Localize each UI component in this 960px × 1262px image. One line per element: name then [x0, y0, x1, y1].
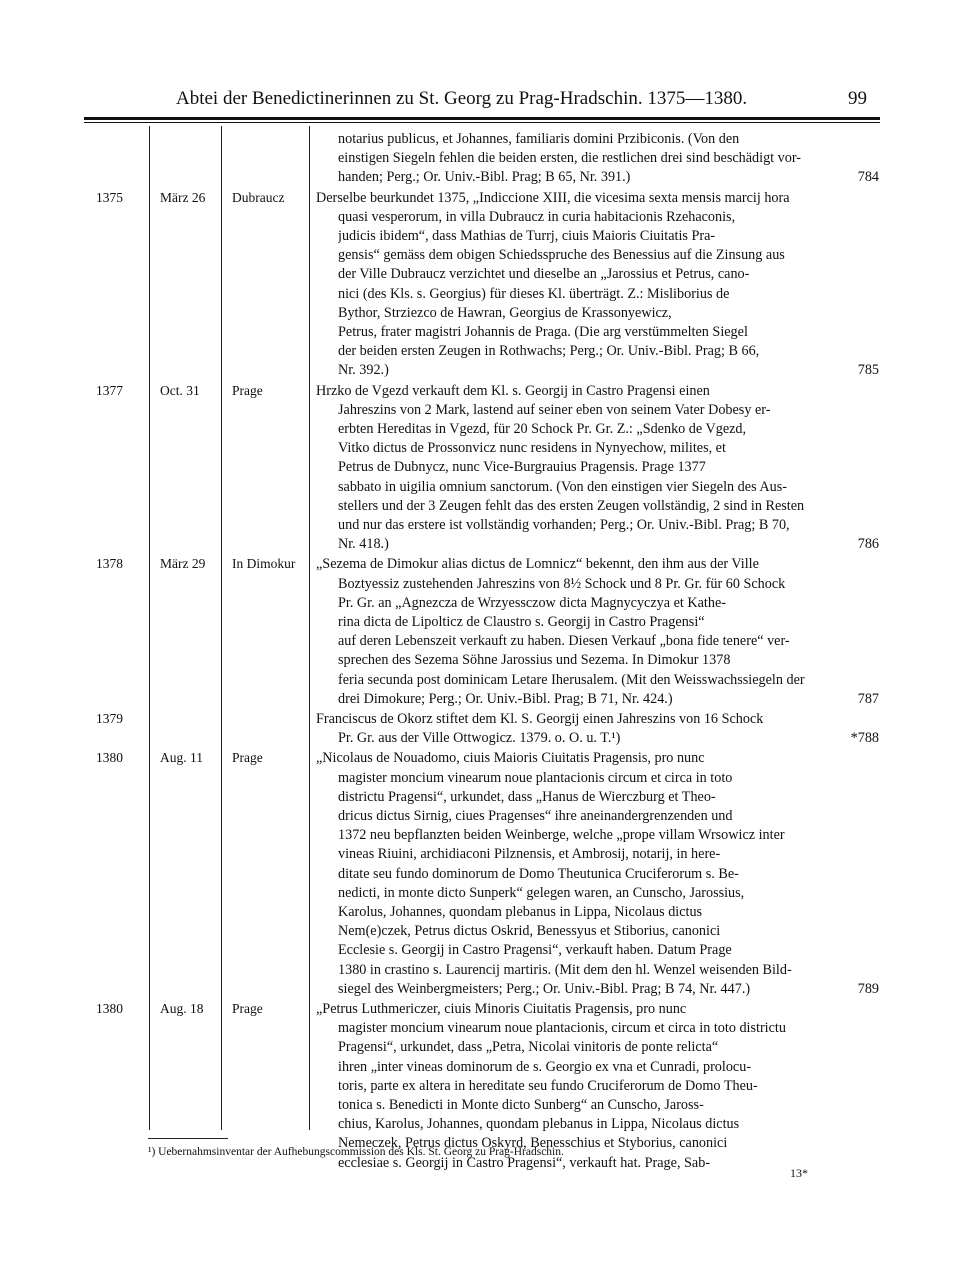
entry-place: Dubraucz [232, 189, 285, 205]
entry-text: Karolus, Johannes, quondam plebanus in Lippa, Nicolaus dictus [338, 903, 703, 920]
entry-text-line [338, 401, 879, 420]
entry-text: toris, parte ex altera in hereditate seu fundo Cruciferorum de Domo Theu- [338, 1077, 758, 1094]
entry-text-line [338, 788, 879, 807]
entry-text: vineas Riuini, archidiaconi Pilznensis, et Ambrosij, notarij, in here- [338, 846, 721, 863]
entry-text: magister moncium vinearum noue plantacionis, circum et circa in toto districtu [338, 1020, 786, 1037]
entry-text: „Petrus Luthmericzer, ciuis Minoris Ciuitatis Pragensis, pro nunc [316, 1001, 687, 1017]
entry-text-line [316, 1000, 879, 1019]
entry-number: *788 [850, 730, 879, 747]
entry-text: quasi vesperorum, in villa Dubraucz in curia habitacionis Rzehaconis, [338, 208, 736, 225]
entry-text-line [338, 1019, 879, 1038]
entry-text: Petrus de Dubnycz, nunc Vice-Burgrauius Pragensis. Prage 1377 [338, 459, 706, 476]
entry-text: siegel des Weinbergmeisters; Perg.; Or. Univ.-Bibl. Prag; B 74, Nr. 447.) [338, 980, 751, 997]
entry-text-line [316, 749, 879, 768]
entry-text-line [338, 865, 879, 884]
entry-text: handen; Perg.; Or. Univ.-Bibl. Prag; B 65, Nr. 391.) [338, 169, 631, 186]
entry-date: März 26 [160, 189, 206, 205]
entry-text: Ecclesie s. Georgij in Castro Pragensi“, verkauft haben. Datum Prage [338, 942, 732, 959]
entry-year: 1379 [96, 711, 123, 726]
entry-text-line [316, 710, 879, 729]
entry-number: 785 [857, 362, 879, 379]
entry-text: erbten Hereditas in Vgezd, für 20 Schock Pr. Gr. Z.: „Sdenko de Vgezd, [338, 420, 747, 437]
column-divider-date-place [221, 126, 222, 1130]
entry-text: rina dicta de Lipolticz de Claustro s. Georgij in Castro Pragensi“ [338, 613, 705, 630]
entry-date: Aug. 18 [160, 1001, 204, 1016]
entry-text-line [338, 130, 879, 149]
entry-text: sprechen des Sezema Söhne Jarossius und Sezema. In Dimokur 1378 [338, 652, 731, 669]
entry-text: feria secunda post dominicam Letare Iherusalem. (Mit den Weisswachssiegeln der [338, 671, 805, 688]
entry-text: „Sezema de Dimokur alias dictus de Lomnicz“ bekennt, den ihm aus der Ville [316, 556, 759, 573]
entry-place: In Dimokur [232, 556, 296, 572]
entry-text-line [338, 613, 879, 632]
entry-text-line [338, 729, 879, 748]
entry-text-line [338, 1058, 879, 1077]
header-rule-thin [84, 122, 880, 123]
entry-number: 787 [857, 690, 879, 707]
entry-text: chius, Karolus, Johannes, quondam plebanus in Lippa, Nicolaus dictus [338, 1116, 740, 1133]
footnote-rule [148, 1138, 228, 1139]
entry-text-line [338, 845, 879, 864]
entry-text: sabbato in uigilia omnium sanctorum. (Von den einstigen vier Siegeln des Aus- [338, 478, 787, 495]
entry-text: gensis“ gemäss dem obigen Schiedsspruche des Benessius auf die Zinsung aus [338, 247, 785, 264]
entry-text: und nur das erstere ist vollständig vorhanden; Perg.; Or. Univ.-Bibl. Prag; B 70, [338, 516, 790, 533]
entry-text-line [338, 458, 879, 477]
entry-text: Boztyessiz zustehenden Jahreszins von 8½ Schock und 8 Pr. Gr. für 60 Schock [338, 575, 786, 592]
entry-text: stellers und der 3 Zeugen fehlt das des ersten Zeugen vollständig, 2 sind in Resten [338, 497, 805, 514]
entry-place: Prage [232, 1001, 263, 1016]
entry-text-line [338, 884, 879, 903]
entry-place: Prage [232, 382, 263, 398]
entry-text: Jahreszins von 2 Mark, lastend auf seiner eben von seinem Vater Dobesy er- [338, 401, 771, 418]
entry-text: Bythor, Strziezco de Hawran, Georgius de Krassonyewicz, [338, 304, 672, 321]
entry-number: 786 [857, 536, 879, 553]
entry-text-line [338, 961, 879, 980]
header-rule-thick [84, 117, 880, 120]
entry-text-line [338, 361, 879, 380]
entry-place: Prage [232, 750, 263, 766]
entry-text-line [338, 807, 879, 826]
entry-text: Nr. 392.) [338, 362, 389, 379]
entry-text-line [338, 980, 879, 999]
entry-year: 1378 [96, 556, 123, 572]
entry-text-line [338, 594, 879, 613]
entry-text-line [338, 285, 879, 304]
entry-text-line [338, 227, 879, 246]
entry-text-line [338, 922, 879, 941]
entry-text: ditate seu fundo dominorum de Domo Theutunica Cruciferorum s. Be- [338, 865, 739, 882]
entry-text: Vitko dictus de Prossonvicz nunc residens in Nynyechow, milites, et [338, 440, 726, 457]
entry-text-line [338, 1115, 879, 1134]
entry-text: „Nicolaus de Nouadomo, ciuis Maioris Ciuitatis Pragensis, pro nunc [316, 750, 705, 767]
entry-text: der beiden ersten Zeugen in Rothwachs; Perg.; Or. Univ.-Bibl. Prag; B 66, [338, 343, 760, 360]
entry-text-line [338, 903, 879, 922]
entry-text-line [338, 671, 879, 690]
entry-text: einstigen Siegeln fehlen die beiden ersten, die restlichen drei sind beschädigt vor- [338, 150, 802, 167]
entry-text-line [316, 382, 879, 401]
entry-text-line [338, 690, 879, 709]
running-header [0, 88, 960, 118]
entry-text: der Ville Dubraucz verzichtet und dieselbe an „Jarossius et Petrus, cano- [338, 266, 750, 283]
entry-text-line [338, 168, 879, 187]
entry-text-line [338, 478, 879, 497]
entry-text: judicis ibidem“, dass Mathias de Turrj, ciuis Maioris Ciuitatis Pra- [338, 227, 716, 244]
entry-text-line [338, 497, 879, 516]
entry-text-line [338, 323, 879, 342]
entry-text-line [316, 555, 879, 574]
entry-year: 1380 [96, 750, 123, 766]
entry-number: 784 [857, 169, 879, 186]
entry-text-line [338, 1077, 879, 1096]
entry-year: 1377 [96, 382, 123, 398]
entry-text-line [338, 265, 879, 284]
entry-text: Petrus, frater magistri Johannis de Praga. (Die arg verstümmelten Siegel [338, 323, 748, 340]
entry-text: ecclesiae s. Georgij in Castro Pragensi“, verkauft hat. Prage, Sab- [338, 1154, 711, 1171]
entry-text: notarius publicus, et Johannes, familiaris domini Przibiconis. (Von den [338, 131, 740, 147]
entry-text-line [338, 439, 879, 458]
entry-date: Oct. 31 [160, 382, 200, 398]
entry-text-line [338, 516, 879, 535]
entry-text: Nem(e)czek, Petrus dictus Oskrid, Benessyus et Stiborius, canonici [338, 923, 721, 940]
column-divider-place-text [309, 126, 310, 1130]
entry-text: districtu Pragensi“, urkundet, dass „Hanus de Wierczburg et Theo- [338, 788, 716, 805]
entry-date: März 29 [160, 556, 206, 572]
entry-date: Aug. 11 [160, 750, 203, 766]
entry-text: drei Dimokure; Perg.; Or. Univ.-Bibl. Prag; B 71, Nr. 424.) [338, 690, 673, 707]
entry-number: 789 [857, 980, 879, 997]
entry-text-line [316, 189, 879, 208]
running-title: Abtei der Benedictinerinnen zu St. Georg zu Prag-Hradschin. 1375—1380. [176, 88, 748, 109]
entry-text: auf deren Lebenszeit verkauft zu haben. Diesen Verkauf „bona fide tenere“ ver- [338, 633, 790, 650]
entry-text-line [338, 246, 879, 265]
entry-text: Pragensi“, urkundet, dass „Petra, Nicolai vinitoris de ponte relicta“ [338, 1039, 719, 1056]
entry-text-line [338, 826, 879, 845]
entry-text: 1380 in crastino s. Laurencij martiris. (Mit dem den hl. Wenzel weisenden Bild- [338, 961, 792, 978]
entry-text-line [338, 149, 879, 168]
entry-text: Pr. Gr. an „Agnezcza de Wrzyessczow dicta Magnycyczya et Kathe- [338, 594, 726, 611]
entry-text: dricus dictus Sirnig, ciues Pragenses“ ihre aneinandergrenzenden und [338, 807, 733, 824]
entry-text-line [338, 535, 879, 554]
entry-text: 1372 neu bepflanzten beiden Weinberge, welche „prope villam Wrsowicz inter [338, 827, 785, 844]
page-number: 99 [848, 88, 867, 109]
entry-text-line [338, 304, 879, 323]
entry-year: 1380 [96, 1001, 123, 1016]
entry-text: nedicti, in monte dicto Sunperk“ gelegen waren, an Cunscho, Jarossius, [338, 884, 745, 901]
entry-text: nici (des Kls. s. Georgius) für dieses Kl. überträgt. Z.: Misliborius de [338, 285, 730, 302]
entry-text: Derselbe beurkundet 1375, „Indiccione XIII, die vicesima sexta mensis marcij hora [316, 189, 790, 206]
entry-text: Nr. 418.) [338, 536, 389, 553]
entry-text: Nemeczek, Petrus dictus Oskyrd, Benesschius et Styborius, canonici [338, 1135, 728, 1152]
entry-text-line [338, 769, 879, 788]
entry-text-line [338, 342, 879, 361]
entry-text: Hrzko de Vgezd verkauft dem Kl. s. Georgij in Castro Pragensi einen [316, 382, 710, 399]
sheet-signature: 13* [790, 1166, 808, 1180]
entry-text-line [338, 208, 879, 227]
entry-text: ihren „inter vineas dominorum de s. Georgio ex vna et Cunradi, prolocu- [338, 1058, 752, 1075]
entry-text: Franciscus de Okorz stiftet dem Kl. S. Georgij einen Jahreszins von 16 Schock [316, 711, 764, 727]
entry-text-line [338, 575, 879, 594]
column-divider-year-date [149, 126, 150, 1130]
entry-text: Pr. Gr. aus der Ville Ottwogicz. 1379. o. O. u. T.¹) [338, 730, 621, 747]
entry-text-line [338, 632, 879, 651]
entry-text: tonica s. Benedicti in Monte dicto Sunberg“ an Cunscho, Jaross- [338, 1097, 704, 1113]
entry-year: 1375 [96, 189, 123, 205]
entry-text-line [338, 420, 879, 439]
entry-text-line [338, 1038, 879, 1057]
entry-text-line [338, 1096, 879, 1115]
entry-text-line [338, 941, 879, 960]
footnote: ¹) Uebernahmsinventar der Aufhebungscommission des Kls. St. Georg zu Prag-Hradschin. [148, 1146, 564, 1158]
entry-text: magister moncium vinearum noue plantacionis circum et circa in toto [338, 769, 733, 786]
entry-text-line [338, 651, 879, 670]
